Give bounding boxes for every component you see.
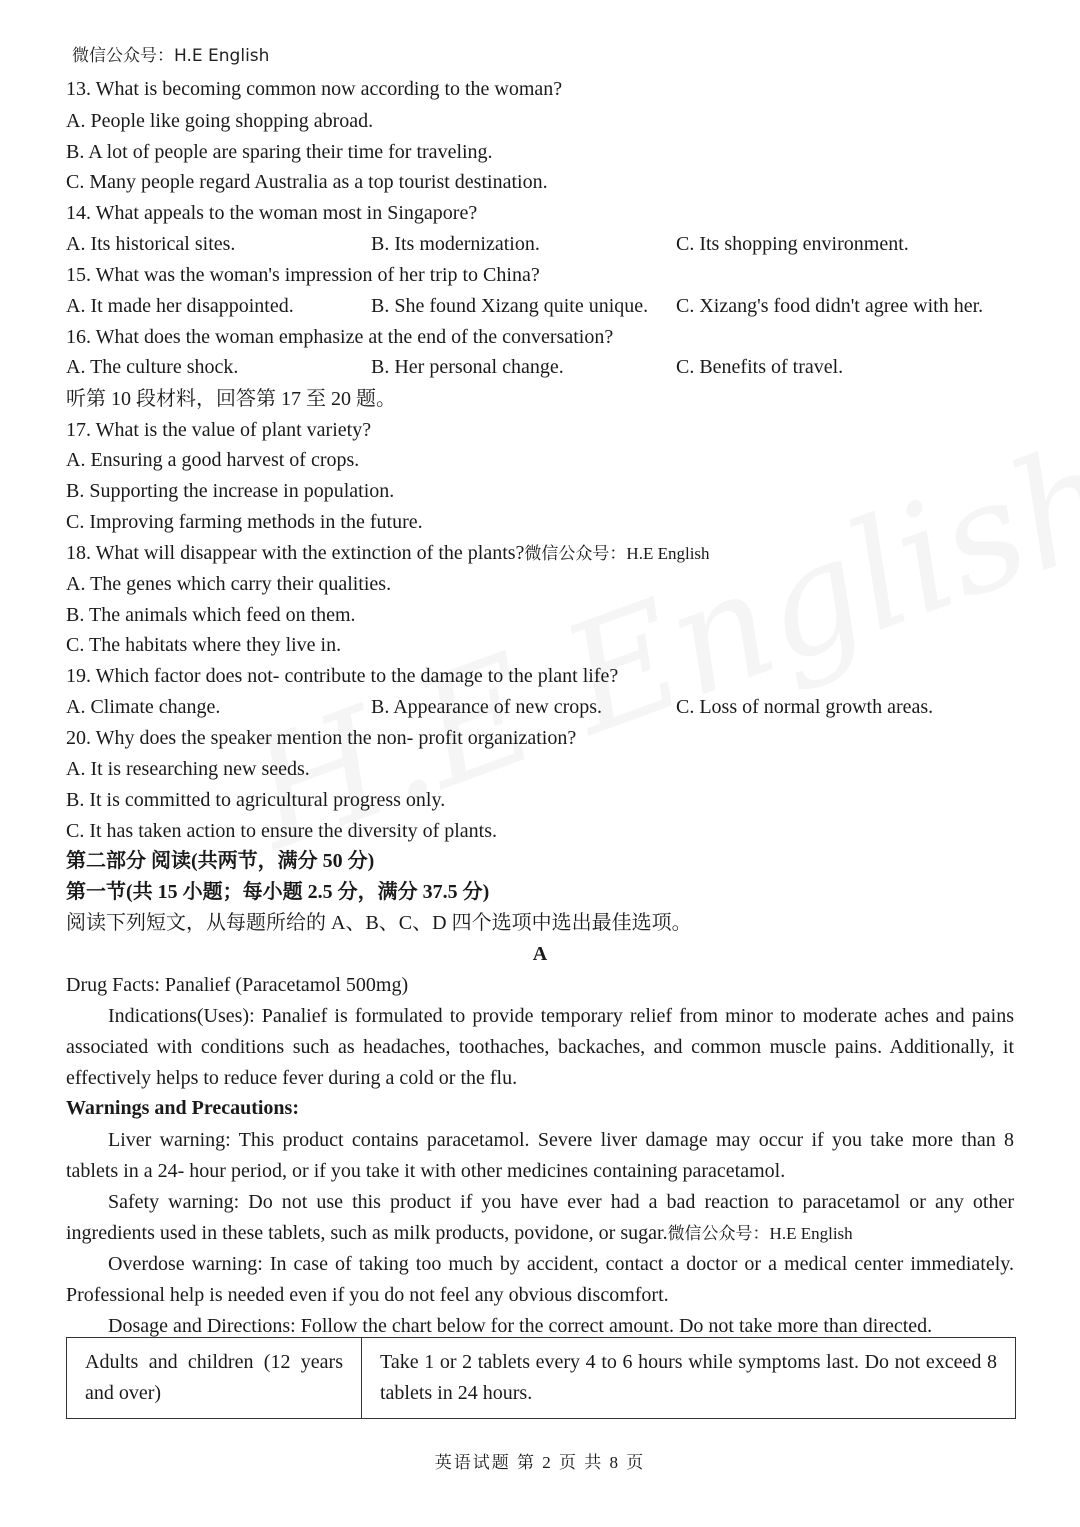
indications-text: Indications(Uses): Panalief is formulated to provide temporary relief from minor to moderate aches and pains associated with conditions such as headaches, toothaches, backaches, and common muscle pains. Additionally, it effectively helps to reduce fever during a cold or the flu. bbox=[66, 1005, 1014, 1089]
q16-option-a: A. The culture shock. bbox=[66, 356, 239, 378]
question-14: 14. What appeals to the woman most in Singapore? bbox=[66, 202, 478, 224]
q15-option-a: A. It made her disappointed. bbox=[66, 295, 294, 317]
question-15: 15. What was the woman's impression of her trip to China? bbox=[66, 264, 540, 286]
passage-label: A bbox=[532, 943, 548, 965]
question-17: 17. What is the value of plant variety? bbox=[66, 419, 372, 441]
question-13: 13. What is becoming common now according to the woman? bbox=[66, 78, 563, 100]
q17-option-b: B. Supporting the increase in population. bbox=[66, 480, 395, 502]
q18-option-c: C. The habitats where they live in. bbox=[66, 634, 342, 656]
q13-option-c: C. Many people regard Australia as a top tourist destination. bbox=[66, 171, 548, 193]
q17-option-a: A. Ensuring a good harvest of crops. bbox=[66, 449, 360, 471]
question-18-text: 18. What will disappear with the extinction of the plants? bbox=[66, 542, 525, 564]
dosage-group-cell: Adults and children (12 years and over) bbox=[67, 1338, 362, 1419]
q19-option-c: C. Loss of normal growth areas. bbox=[676, 696, 934, 718]
q20-option-a: A. It is researching new seeds. bbox=[66, 758, 310, 780]
part-2-title: 第二部分 阅读(共两节，满分 50 分) bbox=[66, 850, 375, 872]
warnings-heading: Warnings and Precautions: bbox=[66, 1097, 299, 1119]
wechat-inline-2: 微信公众号：H.E English bbox=[667, 1224, 853, 1243]
q20-option-b: B. It is committed to agricultural progress only. bbox=[66, 789, 446, 811]
question-20: 20. Why does the speaker mention the non- profit organization? bbox=[66, 727, 577, 749]
q20-option-c: C. It has taken action to ensure the diversity of plants. bbox=[66, 820, 498, 842]
question-18 bbox=[66, 541, 710, 566]
safety-warning-text: Safety warning: Do not use this product if you have ever had a bad reaction to paracetamol or any other ingredients used in these tablets, such as milk products, povidone, or sugar. bbox=[66, 1191, 1014, 1244]
wechat-header: 微信公众号：H.E English bbox=[72, 46, 270, 66]
safety-warning bbox=[66, 1187, 1014, 1249]
liver-warning-text: Liver warning: This product contains paracetamol. Severe liver damage may occur if you take more than 8 tablets in a 24- hour period, or if you take it with other medicines containing paracetamol. bbox=[66, 1129, 1014, 1182]
wechat-inline: 微信公众号：H.E English bbox=[524, 544, 710, 563]
table-row bbox=[67, 1338, 1016, 1419]
dosage-directions-text: Dosage and Directions: Follow the chart below for the correct amount. Do not take more than directed. bbox=[108, 1315, 933, 1337]
q14-option-a: A. Its historical sites. bbox=[66, 233, 236, 255]
q13-option-b: B. A lot of people are sparing their time for traveling. bbox=[66, 141, 493, 163]
q15-option-c: C. Xizang's food didn't agree with her. bbox=[676, 295, 984, 317]
dosage-instruction-cell: Take 1 or 2 tablets every 4 to 6 hours while symptoms last. Do not exceed 8 tablets in 24 hours. bbox=[362, 1338, 1016, 1419]
q14-option-b: B. Its modernization. bbox=[371, 233, 540, 255]
q16-option-b: B. Her personal change. bbox=[371, 356, 564, 378]
q19-option-b: B. Appearance of new crops. bbox=[371, 696, 603, 718]
overdose-warning bbox=[66, 1249, 1014, 1311]
question-19: 19. Which factor does not- contribute to the damage to the plant life? bbox=[66, 665, 619, 687]
dosage-table bbox=[66, 1337, 1016, 1419]
section-10-instruction: 听第 10 段材料，回答第 17 至 20 题。 bbox=[66, 388, 396, 410]
overdose-warning-text: Overdose warning: In case of taking too much by accident, contact a doctor or a medical center immediately. Professional help is needed even if you do not feel any obvious discomfort. bbox=[66, 1253, 1014, 1306]
q14-option-c: C. Its shopping environment. bbox=[676, 233, 909, 255]
q18-option-a: A. The genes which carry their qualities. bbox=[66, 573, 392, 595]
reading-instruction: 阅读下列短文，从每题所给的 A、B、C、D 四个选项中选出最佳选项。 bbox=[66, 912, 692, 934]
section-1-title: 第一节(共 15 小题；每小题 2.5 分，满分 37.5 分) bbox=[66, 881, 490, 903]
q16-option-c: C. Benefits of travel. bbox=[676, 356, 844, 378]
liver-warning bbox=[66, 1125, 1014, 1187]
question-16: 16. What does the woman emphasize at the end of the conversation? bbox=[66, 326, 614, 348]
passage-title: Drug Facts: Panalief (Paracetamol 500mg) bbox=[66, 974, 409, 996]
indications-paragraph bbox=[66, 1001, 1014, 1094]
q15-option-b: B. She found Xizang quite unique. bbox=[371, 295, 649, 317]
q19-option-a: A. Climate change. bbox=[66, 696, 221, 718]
page-footer: 英语试题 第 2 页 共 8 页 bbox=[434, 1453, 646, 1472]
q17-option-c: C. Improving farming methods in the future. bbox=[66, 511, 423, 533]
q13-option-a: A. People like going shopping abroad. bbox=[66, 110, 374, 132]
q18-option-b: B. The animals which feed on them. bbox=[66, 604, 356, 626]
